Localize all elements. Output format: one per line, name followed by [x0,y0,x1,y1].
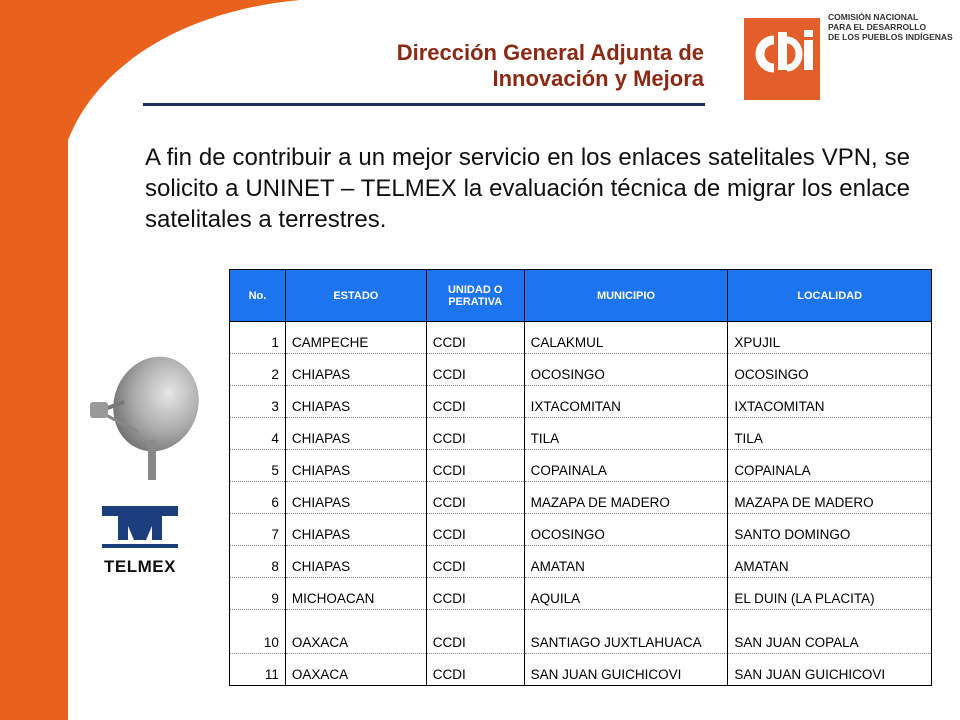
table-row [230,578,932,610]
cell-unidad: CCDI [426,514,524,546]
cell-municipio: COPAINALA [524,450,728,482]
cell-municipio: SANTIAGO JUXTLAHUACA [524,610,728,654]
table-row [230,386,932,418]
cell-localidad: IXTACOMITAN [728,386,932,418]
cell-localidad: COPAINALA [728,450,932,482]
cell-estado: MICHOACAN [285,578,426,610]
cdi-logo-line1: COMISIÓN NACIONAL [828,12,919,22]
cell-municipio: TILA [524,418,728,450]
cell-municipio: OCOSINGO [524,514,728,546]
cell-estado: CHIAPAS [285,546,426,578]
table-header-row [230,270,932,322]
cell-unidad: CCDI [426,654,524,686]
table-row [230,654,932,686]
header-municipio: MUNICIPIO [524,270,728,322]
header-localidad: LOCALIDAD [728,270,932,322]
header-divider [143,103,705,106]
cell-localidad: OCOSINGO [728,354,932,386]
cell-municipio: CALAKMUL [524,322,728,354]
cell-no: 7 [230,514,286,546]
cell-unidad: CCDI [426,386,524,418]
cdi-logo-mark-icon [744,18,820,100]
header-estado: ESTADO [285,270,426,322]
cell-no: 3 [230,386,286,418]
table-row [230,418,932,450]
cell-estado: CHIAPAS [285,482,426,514]
cdi-logo-text [828,12,958,42]
cell-localidad: SAN JUAN COPALA [728,610,932,654]
table-row [230,514,932,546]
header-unidad: UNIDAD O PERATIVA [426,270,524,322]
page-title [397,40,704,92]
telmex-logo-text: TELMEX [104,557,176,576]
table-row [230,450,932,482]
cell-unidad: CCDI [426,578,524,610]
cell-localidad: EL DUIN (LA PLACITA) [728,578,932,610]
cell-municipio: AMATAN [524,546,728,578]
table-row [230,322,932,354]
header-no: No. [230,270,286,322]
table-row [230,354,932,386]
cell-unidad: CCDI [426,450,524,482]
intro-paragraph: A fin de contribuir a un mejor servicio en los enlaces satelitales VPN, se solicito a UNINET – TELMEX la evaluación técnica de migrar los enlace satelitales a terrestres. [145,144,910,233]
table-row [230,610,932,654]
cell-estado: CAMPECHE [285,322,426,354]
cell-estado: CHIAPAS [285,354,426,386]
cell-no: 1 [230,322,286,354]
cdi-logo [744,18,820,100]
cell-no: 2 [230,354,286,386]
cell-estado: CHIAPAS [285,514,426,546]
cell-municipio: IXTACOMITAN [524,386,728,418]
telmex-logo [88,500,192,576]
cell-no: 8 [230,546,286,578]
table-row [230,482,932,514]
cell-estado: OAXACA [285,654,426,686]
cell-localidad: SANTO DOMINGO [728,514,932,546]
cell-localidad: SAN JUAN GUICHICOVI [728,654,932,686]
cell-localidad: AMATAN [728,546,932,578]
page-title-line1: Dirección General Adjunta de [396,40,704,65]
cell-estado: CHIAPAS [285,386,426,418]
cell-municipio: SAN JUAN GUICHICOVI [524,654,728,686]
cell-unidad: CCDI [426,546,524,578]
cell-no: 4 [230,418,286,450]
cdi-logo-line3: DE LOS PUEBLOS INDÍGENAS [828,32,953,42]
table-row [230,546,932,578]
cell-localidad: XPUJIL [728,322,932,354]
cell-unidad: CCDI [426,354,524,386]
page-title-line2: Innovación y Mejora [492,66,704,91]
cell-localidad: MAZAPA DE MADERO [728,482,932,514]
cell-estado: CHIAPAS [285,450,426,482]
cell-no: 6 [230,482,286,514]
cell-no: 5 [230,450,286,482]
cell-no: 9 [230,578,286,610]
cell-no: 11 [230,654,286,686]
cell-municipio: MAZAPA DE MADERO [524,482,728,514]
cell-estado: OAXACA [285,610,426,654]
cell-unidad: CCDI [426,322,524,354]
cell-municipio: AQUILA [524,578,728,610]
cell-no: 10 [230,610,286,654]
cell-unidad: CCDI [426,418,524,450]
cell-municipio: OCOSINGO [524,354,728,386]
cell-estado: CHIAPAS [285,418,426,450]
cell-localidad: TILA [728,418,932,450]
cdi-logo-line2: PARA EL DESARROLLO [828,22,927,32]
cell-unidad: CCDI [426,482,524,514]
telmex-logo-icon [88,500,192,552]
links-table [229,269,932,686]
satellite-dish-icon [84,352,202,480]
cell-unidad: CCDI [426,610,524,654]
